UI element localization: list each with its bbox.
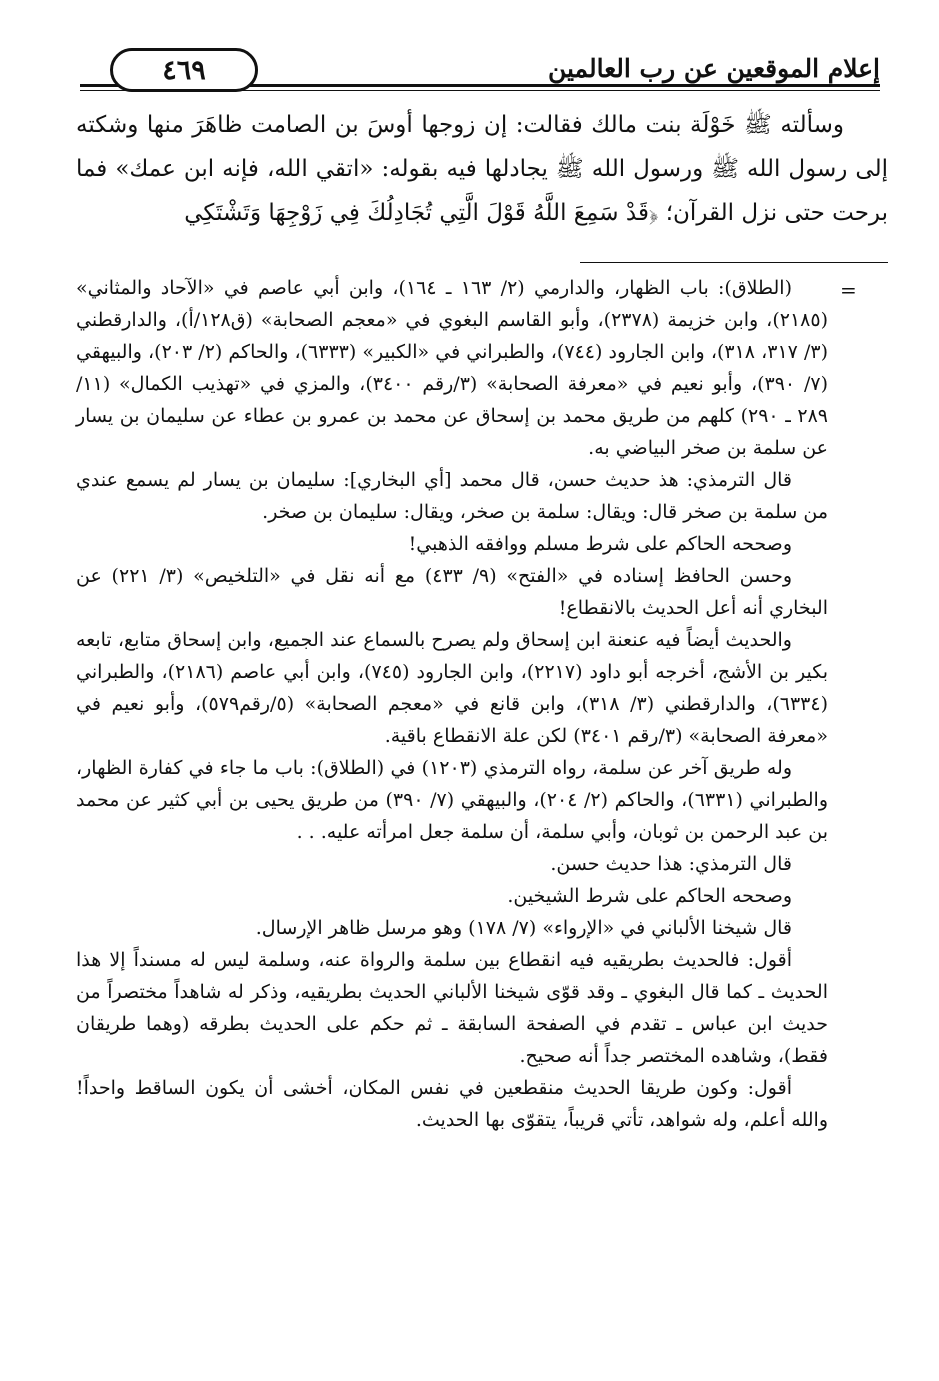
footnote-paragraph: أقول: وكون طريقا الحديث منقطعين في نفس المكان، أخشى أن يكون الساقط واحداً! والله أعلم، وله شواهد، تأتي قريباً، يتقوّى بها الحديث. [76,1077,828,1131]
footnote-paragraph: أقول: فالحديث بطريقيه فيه انقطاع بين سلمة والرواة عنه، وسلمة ليس له مسنداً إلا هذا الحديث ـ كما قال البغوي ـ وقد قوّى شيخنا الألباني الحديث بطريقيه، وذكر له شاهداً مختصراً من حديث ابن عباس ـ تقدم في الصفحة السابقة ـ ثم حكم على الحديث بطرقه (وهما طريقان فقط)، وشاهده المختصر جداً أنه صحيح. [76,949,828,1067]
footnote-paragraph: وله طريق آخر عن سلمة، رواه الترمذي (١٢٠٣) في (الطلاق): باب ما جاء في كفارة الظهار، والطبراني (٦٣٣١)، والحاكم (٢/ ٢٠٤)، والبيهقي (٧/ ٣٩٠) من طريق يحيى بن أبي كثير عن محمد بن عبد الرحمن بن ثوبان، وأبي سلمة، أن سلمة جعل امرأته عليه. . . [76,757,828,843]
footnote-paragraph: قال الترمذي: هذا حديث حسن. [550,853,792,875]
footnote-paragraph: قال شيخنا الألباني في «الإرواء» (٧/ ١٧٨) وهو مرسل ظاهر الإرسال. [255,917,792,939]
page-number: ٤٦٩ [110,48,258,92]
footnote-paragraph: قال الترمذي: هذ حديث حسن، قال محمد [أي البخاري]: سليمان بن يسار لم يسمع عندي من سلمة بن صخر قال: ويقال: سلمة بن صخر، ويقال: سليمان بن صخر. [76,469,828,523]
footnote-paragraph: وحسن الحافظ إسناده في «الفتح» (٩/ ٤٣٣) مع أنه نقل في «التلخيص» (٣/ ٢٢١) عن البخاري أنه أعل الحديث بالانقطاع! [76,565,828,619]
footnote-separator [580,262,888,263]
footnote-paragraph: وصححه الحاكم على شرط الشيخين. [507,885,792,907]
main-text [76,103,888,235]
footnote-paragraph: والحديث أيضاً فيه عنعنة ابن إسحاق ولم يصرح بالسماع عند الجميع، وابن إسحاق متابع، تابعه بكير بن الأشج، أخرجه أبو داود (٢٢١٧)، وابن الجارود (٧٤٥)، وابن أبي عاصم (٢١٨٦)، والطبراني (٦٣٣٤)، والدارقطني (٣/ ٣١٨)، وابن قانع في «معجم الصحابة» (٥/رقم٥٧٩)، وأبو نعيم في «معرفة الصحابة» (٣/رقم ٣٤٠١) لكن علة الانقطاع باقية. [76,629,828,747]
book-title: إعلام الموقعين عن رب العالمين [547,54,880,83]
footnote-continuation-marker: = [840,278,857,302]
footnote-paragraph: وصححه الحاكم على شرط مسلم ووافقه الذهبي! [408,533,792,555]
footnotes [76,272,828,1136]
footnote-paragraph: (الطلاق): باب الظهار، والدارمي (٢/ ١٦٣ ـ ١٦٤)، وابن أبي عاصم في «الآحاد والمثاني» (٢١٨٥)، وابن خزيمة (٢٣٧٨)، وأبو القاسم البغوي في «معجم الصحابة» (ق١٢٨/أ)، والدارقطني (٣/ ٣١٧، ٣١٨)، وابن الجارود (٧٤٤)، والطبراني في «الكبير» (٦٣٣٣)، والحاكم (٢/ ٢٠٣)، والبيهقي (٧/ ٣٩٠)، وأبو نعيم في «معرفة الصحابة» (٣/رقم ٣٤٠٠)، والمزي في «تهذيب الكمال» (١١/ ٢٨٩ ـ ٢٩٠) كلهم من طريق محمد بن إسحاق عن محمد بن عمرو بن عطاء عن سليمان بن يسار عن سلمة بن صخر البياضي به. [76,277,829,459]
page-header [80,48,880,100]
main-paragraph: وسألته ﷺ خَوْلَة بنت مالك فقالت: إن زوجها أوسَ بن الصامت ظاهَرَ منها وشكته إلى رسول الله ﷺ ورسول الله ﷺ يجادلها فيه بقوله: «اتقي الله، فإنه ابن عمك» فما برحت حتى نزل القرآن؛ ﴿قَدْ سَمِعَ اللَّهُ قَوْلَ الَّتِي تُجَادِلُكَ فِي زَوْجِهَا وَتَشْتَكِي [76,112,888,226]
